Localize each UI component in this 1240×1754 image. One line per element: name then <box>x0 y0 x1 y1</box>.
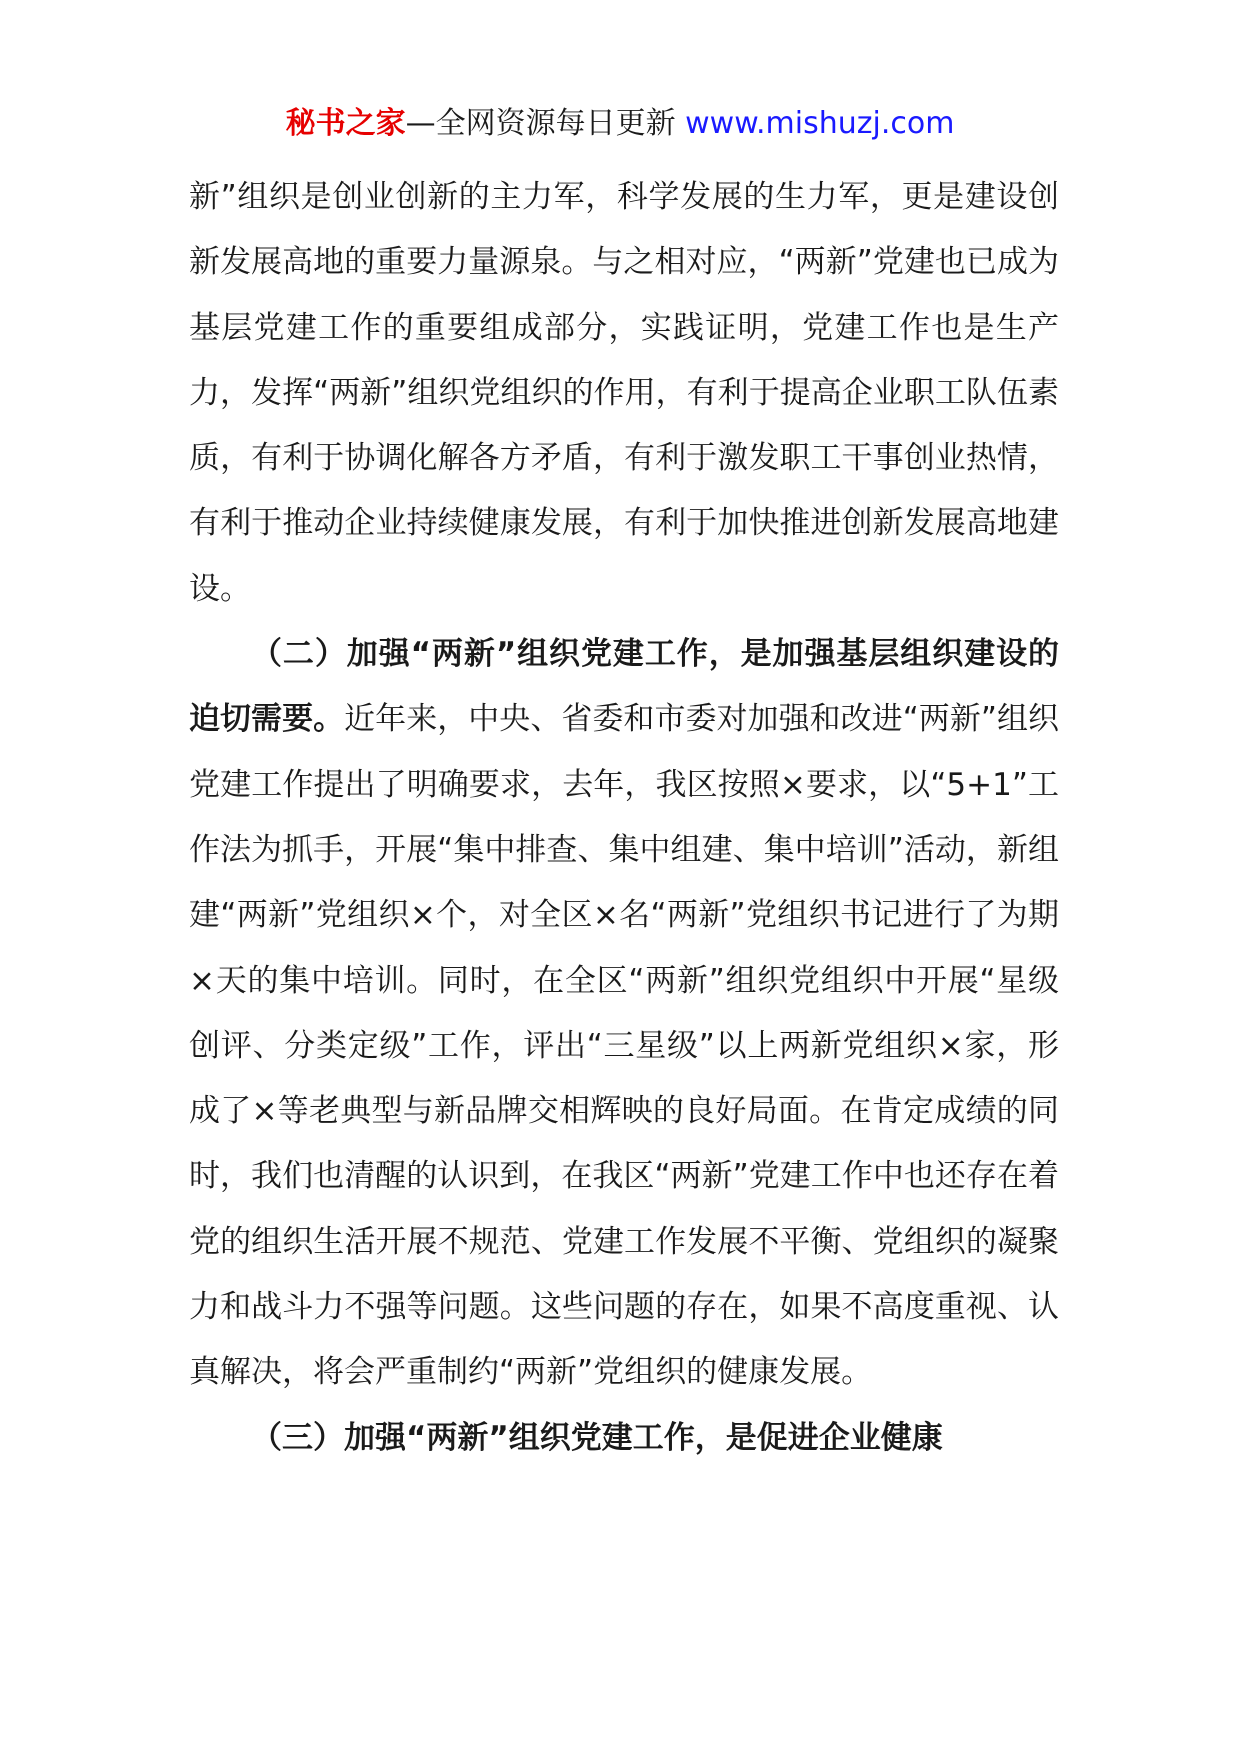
section-3-heading: （三）加强“两新”组织党建工作，是促进企业健康 <box>251 1419 943 1456</box>
site-brand: 秘书之家 <box>285 106 406 141</box>
paragraph-3 <box>189 1406 1059 1471</box>
site-header <box>0 104 1240 144</box>
paragraph-2-text: 近年来，中央、省委和市委对加强和改进“两新”组织党建工作提出了明确要求，去年，我区按照×要求，以“5+1”工作法为抓手，开展“集中排查、集中组建、集中培训”活动，新组建“两新”党组织×个，对全区×名“两新”党组织书记进行了为期×天的集中培训。同时，在全区“两新”组织党组织中开展“星级创评、分类定级”工作，评出“三星级”以上两新党组织×家，形成了×等老典型与新品牌交相辉映的良好局面。在肯定成绩的同时，我们也清醒的认识到，在我区“两新”党建工作中也还存在着党的组织生活开展不规范、党建工作发展不平衡、党组织的凝聚力和战斗力不强等问题。这些问题的存在，如果不高度重视、认真解决，将会严重制约“两新”党组织的健康发展。 <box>189 701 1059 1391</box>
site-tagline: —全网资源每日更新 <box>405 106 676 141</box>
section-2-heading: （二）加强“两新”组织党建工作，是加强基层组织建设的迫切需要。 <box>189 636 1059 738</box>
paragraph-2 <box>189 622 1059 1406</box>
paragraph-1 <box>189 165 1059 622</box>
document-body <box>189 165 1059 1471</box>
site-url[interactable]: www.mishuzj.com <box>685 106 955 141</box>
paragraph-1-text: 新”组织是创业创新的主力军，科学发展的生力军，更是建设创新发展高地的重要力量源泉。与之相对应，“两新”党建也已成为基层党建工作的重要组成部分，实践证明，党建工作也是生产力，发挥“两新”组织党组织的作用，有利于提高企业职工队伍素质，有利于协调化解各方矛盾，有利于激发职工干事创业热情，有利于推动企业持续健康发展，有利于加快推进创新发展高地建设。 <box>189 179 1059 607</box>
